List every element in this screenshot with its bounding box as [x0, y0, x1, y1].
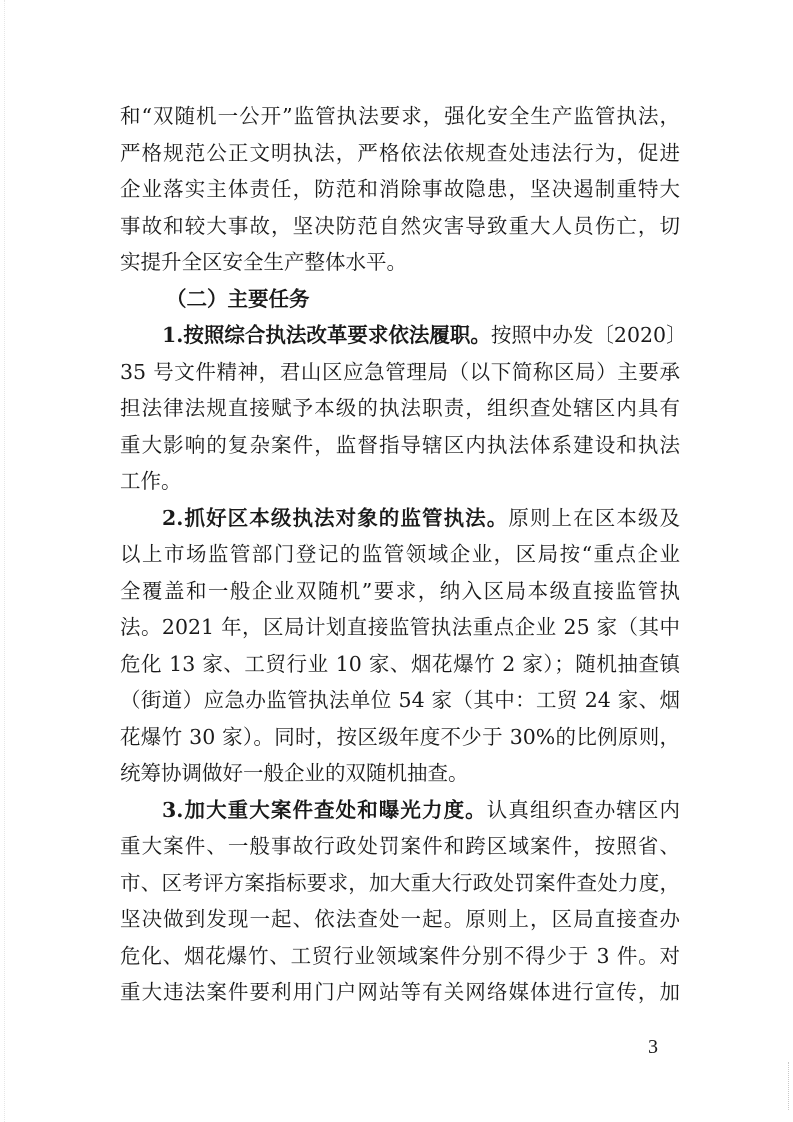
paragraph-line: 工作。	[120, 469, 182, 493]
scan-edge-mark	[4, 0, 6, 1122]
section-heading: （二）主要任务	[166, 286, 310, 311]
paragraph-line: 企业落实主体责任，防范和消除事故隐患，坚决遏制重特大	[120, 177, 680, 201]
document-body	[120, 98, 687, 1011]
paragraph-line: 危化、烟花爆竹、工贸行业领域案件分别不得少于 3 件。对	[120, 943, 680, 968]
item-title: 3.加大重大案件查处和曝光力度。	[162, 797, 487, 822]
item-text: 认真组织查办辖区内	[486, 797, 680, 822]
paragraph-line: 实提升全区安全生产整体水平。	[120, 250, 407, 274]
paragraph-line: 坚决做到发现一起、依法查处一起。原则上，区局直接查办	[120, 907, 680, 931]
item-text: 按照中办发〔2020〕	[490, 323, 687, 347]
paragraph-line: 法。2021 年，区局计划直接监管执法重点企业 25 家（其中	[120, 615, 680, 639]
item-text: 原则上在区本级及	[508, 505, 680, 530]
paragraph-line: 花爆竹 30 家）。同时，按区级年度不少于 30%的比例原则，	[120, 724, 680, 749]
paragraph-line: 重大影响的复杂案件，监督指导辖区内执法体系建设和执法	[120, 432, 680, 457]
paragraph-line: 危化 13 家、工贸行业 10 家、烟花爆竹 2 家）；随机抽查镇	[120, 651, 680, 676]
item-title: 2.抓好区本级执法对象的监管执法。	[162, 505, 509, 530]
paragraph-line: 以上市场监管部门登记的监管领域企业，区局按“重点企业	[120, 542, 680, 566]
paragraph-line: 事故和较大事故，坚决防范自然灾害导致重大人员伤亡，切	[120, 213, 680, 238]
scan-edge-mark	[780, 1062, 789, 1110]
item-first-line	[120, 792, 680, 829]
paragraph-line: （街道）应急办监管执法单位 54 家（其中：工贸 24 家、烟	[120, 688, 680, 712]
item-first-line	[120, 317, 687, 354]
page-number: 3	[648, 1036, 658, 1058]
paragraph-line: 重大违法案件要利用门户网站等有关网络媒体进行宣传，加	[120, 980, 680, 1004]
paragraph-line: 严格规范公正文明执法，严格依法依规查处违法行为，促进	[120, 140, 680, 165]
paragraph-line: 全覆盖和一般企业双随机”要求，纳入区局本级直接监管执	[120, 578, 680, 603]
paragraph-line: 和“双随机一公开”监管执法要求，强化安全生产监管执法，	[120, 104, 680, 128]
item-title: 1.按照综合执法改革要求依法履职。	[162, 323, 491, 347]
paragraph-line: 统筹协调做好一般企业的双随机抽查。	[120, 761, 469, 785]
item-first-line	[120, 500, 680, 537]
paragraph-line: 重大案件、一般事故行政处罚案件和跨区域案件，按照省、	[120, 834, 680, 858]
paragraph-line: 市、区考评方案指标要求，加大重大行政处罚案件查处力度，	[120, 870, 680, 895]
paragraph-line: 35 号文件精神，君山区应急管理局（以下简称区局）主要承	[120, 359, 680, 384]
paragraph-line: 担法律法规直接赋予本级的执法职责，组织查处辖区内具有	[120, 396, 680, 420]
